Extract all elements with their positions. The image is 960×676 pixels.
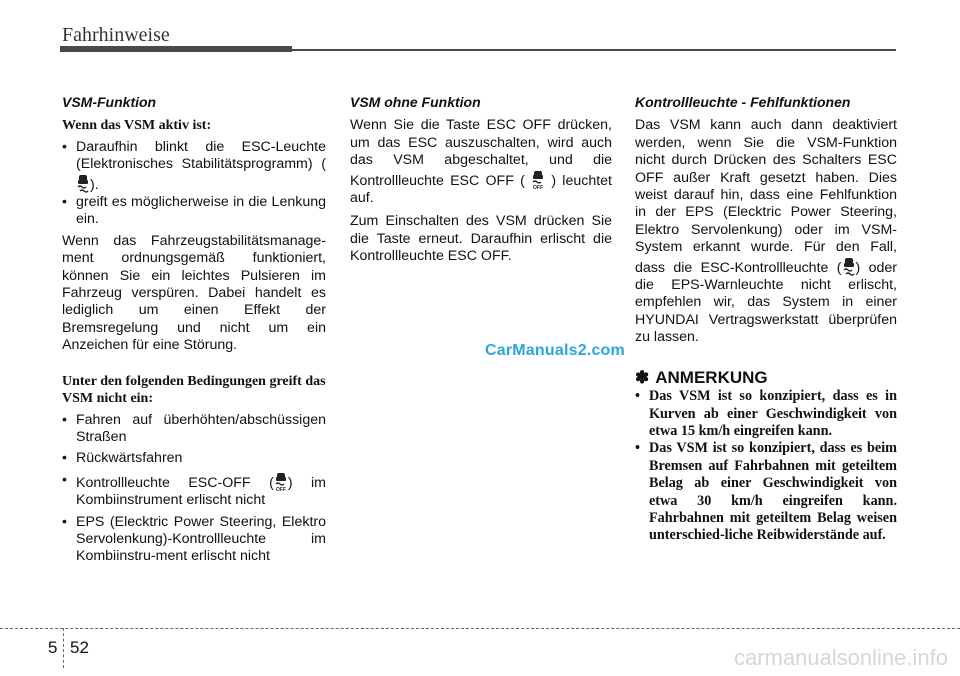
column-3 [635, 94, 897, 545]
header-rule-thick [60, 46, 292, 52]
watermark-link[interactable]: CarManuals2.com [485, 342, 625, 359]
conditions-heading: Unter den folgenden Bedingungen greift das VSM nicht ein: [62, 373, 326, 407]
footer-divider [63, 628, 64, 668]
vsm-function-heading: VSM-Funktion [62, 94, 157, 110]
malfunction-heading: Kontrollleuchte - Fehlfunktionen [635, 94, 851, 110]
esc-off-car-icon [531, 170, 545, 190]
note-heading [635, 369, 897, 386]
note-star-icon: ✽ [635, 367, 650, 387]
vsm-off-heading: VSM ohne Funktion [350, 94, 481, 110]
note-item: • Das VSM ist so konzipiert, dass es in Kurven ab einer Geschwindigkeit von etwa 15 km/h eingreifen kann. [635, 388, 897, 440]
page-number: 52 [70, 638, 89, 657]
active-list [62, 139, 326, 229]
esc-off-car-icon [274, 472, 288, 492]
column-2 [350, 94, 612, 266]
list-item: • Fahren auf überhöhten/abschüssigen Straßen [62, 412, 326, 447]
section-number: 5 [48, 638, 58, 657]
footer-rule [0, 628, 960, 629]
svg-text:OFF: OFF [275, 486, 286, 492]
site-watermark: carmanualsonline.info [733, 645, 948, 670]
list-item: • Rückwärtsfahren [62, 450, 326, 467]
svg-text:OFF: OFF [533, 184, 544, 190]
note-list [635, 388, 897, 545]
list-item: • Daraufhin blinkt die ESC-Leuchte (Elektronisches Stabilitätsprogramm) (). [62, 139, 326, 194]
list-item: • EPS (Elecktric Power Steering, Elektro Servolenkung)-Kontrollleuchte im Kombiinstru-ment erlischt nicht [62, 514, 326, 566]
note-title: ANMERKUNG [655, 367, 768, 387]
esc-skid-car-icon [842, 257, 856, 277]
reactivate-paragraph: Zum Einschalten des VSM drücken Sie die Taste erneut. Daraufhin erlischt die Kontrollleuchte ESC OFF. [350, 213, 612, 265]
pulsation-paragraph: Wenn das Fahrzeugstabilitätsmanage-ment ordnungsgemäß funktioniert, können Sie ein leichtes Pulsieren im Fahrzeug verspüren. Dabei handelt es lediglich um einen Effekt der Bremsregelung und nicht um ein Anzeichen für eine Störung. [62, 232, 326, 354]
esc-skid-car-icon [76, 174, 90, 194]
conditions-list [62, 412, 326, 566]
note-item: • Das VSM ist so konzipiert, dass es beim Bremsen auf Fahrbahnen mit geteiltem Belag ab einer Geschwindigkeit von etwa 30 km/h eingreifen kann. Fahrbahnen mit geteiltem Belag weisen unterschied-liche Reibwiderstände auf. [635, 440, 897, 544]
list-item: • Kontrollleuchte ESC-OFF ( OFF ) im Kombiinstrument erlischt nicht [62, 472, 326, 510]
header-title: Fahrhinweise [62, 24, 170, 46]
active-heading: Wenn das VSM aktiv ist: [62, 118, 212, 134]
esc-off-paragraph: Wenn Sie die Taste ESC OFF drücken, um das ESC auszuschalten, wird auch das VSM abgeschaltet, und die Kontrollleuchte ESC OFF ( OFF ) leuchtet auf. [350, 117, 612, 207]
column-1 [62, 94, 326, 566]
header-rule-thin [292, 49, 896, 51]
malfunction-paragraph: Das VSM kann auch dann deaktiviert werden, wenn Sie die VSM-Funktion nicht durch Drücken des Schalters ESC OFF außer Kraft gesetzt haben. Dies weist darauf hin, dass eine Fehlfunktion in der EPS (Elecktric Power Steering, Elektro Servolenkung) oder im VSM-System erkannt wurde. Für den Fall, dass die ESC-Kontrollleuchte ( ) oder die EPS-Warnleuchte nicht erlischt, empfehlen wir, das System in einer HYUNDAI Vertragswerkstatt überprüfen zu lassen. [635, 117, 898, 346]
list-item: • greift es möglicherweise in die Lenkung ein. [62, 194, 326, 229]
